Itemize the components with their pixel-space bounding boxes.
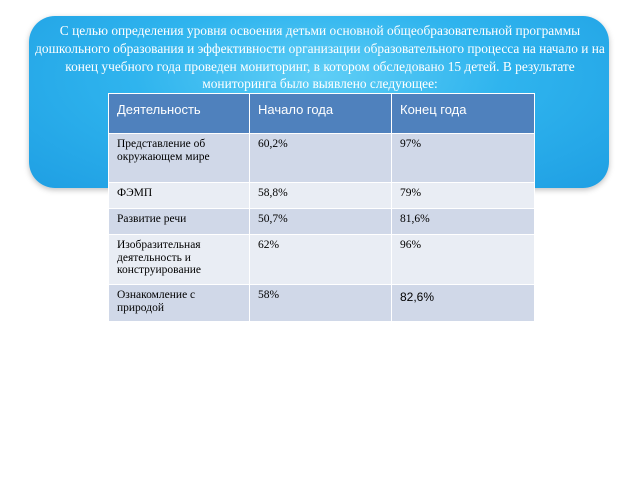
start-value-cell: 60,2% [250, 134, 392, 183]
intro-text: С целью определения уровня освоения детьми основной общеобразовательной программы дошкольного образования и эффективности организации образовательного процесса на начало и на конец учебного года проведен мониторинг, в котором обследовано 15 детей. В результате мониторинга было выявлено следующее: [35, 23, 605, 92]
header-end-of-year: Конец года [392, 94, 535, 134]
end-value-cell: 96% [392, 235, 535, 285]
end-value-cell: 81,6% [392, 209, 535, 235]
monitoring-table [108, 93, 535, 322]
table-row [109, 183, 535, 209]
start-value-cell: 58,8% [250, 183, 392, 209]
header-start-of-year: Начало года [250, 94, 392, 134]
end-value-cell: 82,6% [392, 285, 535, 322]
end-value-cell: 97% [392, 134, 535, 183]
table-row [109, 209, 535, 235]
activity-cell: Изобразительная деятельность и конструирование [109, 235, 250, 285]
table-row [109, 134, 535, 183]
activity-cell: Ознакомление с природой [109, 285, 250, 322]
start-value-cell: 50,7% [250, 209, 392, 235]
activity-cell: Развитие речи [109, 209, 250, 235]
activity-cell: Представление об окружающем мире [109, 134, 250, 183]
table-row [109, 235, 535, 285]
end-value-cell: 79% [392, 183, 535, 209]
start-value-cell: 58% [250, 285, 392, 322]
activity-cell: ФЭМП [109, 183, 250, 209]
header-activity: Деятельность [109, 94, 250, 134]
table-row [109, 285, 535, 322]
start-value-cell: 62% [250, 235, 392, 285]
table-header-row [109, 94, 535, 134]
